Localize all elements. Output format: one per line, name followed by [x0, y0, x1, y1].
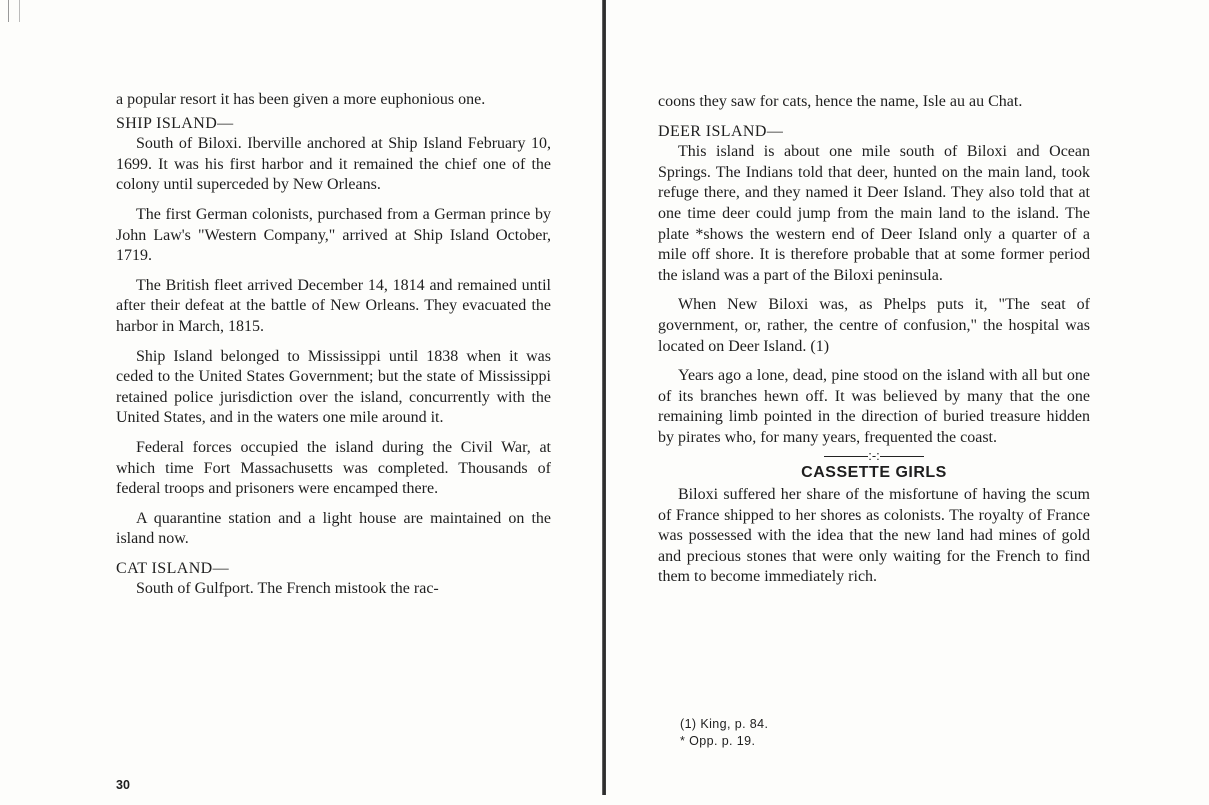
right-page-text	[658, 92, 1090, 588]
footnotes	[680, 716, 768, 750]
page-number: 30	[116, 778, 130, 792]
section-heading-cat-island: CAT ISLAND—	[116, 559, 230, 577]
paragraph-new-biloxi: When New Biloxi was, as Phelps puts it, "The seat of government, or, rather, the centre of confusion," the hospital was located on Deer Island. (1)	[658, 296, 1090, 355]
paragraph-cat-island: South of Gulfport. The French mistook the rac-	[136, 580, 439, 598]
paragraph-german-colonists: The first German colonists, purchased from a German prince by John Law's "Western Company," arrived at Ship Island October, 1719.	[116, 205, 551, 265]
continuation-paragraph-cat-island: coons they saw for cats, hence the name, Isle au au Chat.	[658, 93, 1023, 110]
divider-mark: :-:	[868, 447, 880, 463]
footnote: * Opp. p. 19.	[680, 734, 756, 748]
paragraph-cassette-girls: Biloxi suffered her share of the misfortune of having the scum of France shipped to her shores as colonists. The royalty of France was possessed with the idea that the new land had mines of gold and precious stones that were only waiting for the French to find them to become immediately rich.	[658, 486, 1090, 586]
divider-rule-right	[880, 456, 924, 457]
scan-corner-mark	[8, 0, 20, 22]
left-page	[0, 0, 603, 805]
paragraph-ship-island-intro: South of Biloxi. Iberville anchored at Ship Island February 10, 1699. It was his first harbor and it remained the chief one of the colony until superceded by New Orleans.	[116, 135, 551, 194]
paragraph-british-fleet: The British fleet arrived December 14, 1814 and remained until after their defeat at the battle of New Orleans. They evacuated the harbor in March, 1815.	[116, 276, 551, 335]
section-divider	[658, 447, 1090, 463]
divider-rule-left	[824, 456, 868, 457]
paragraph-lone-pine: Years ago a lone, dead, pine stood on the island with all but one of its branches hewn off. It was believed by many that the one remaining limb pointed in the direction of buried treasure hidden by pirates who, for many years, frequented the coast.	[658, 367, 1090, 446]
section-heading-deer-island: DEER ISLAND—	[658, 122, 784, 140]
left-page-text	[116, 90, 551, 600]
section-heading-ship-island: SHIP ISLAND—	[116, 114, 234, 132]
continuation-paragraph: a popular resort it has been given a more euphonious one.	[116, 91, 486, 108]
paragraph-deer-island-intro: This island is about one mile south of Biloxi and Ocean Springs. The Indians told that deer, hunted on the main land, took refuge there, and they named it Deer Island. They also told that at one time deer could jump from the main land to the island. The plate *shows the western end of Deer Island only a quarter of a mile off shore. It is therefore probable that at some former period the island was a part of the Biloxi peninsula.	[658, 143, 1090, 284]
paragraph-quarantine-station: A quarantine station and a light house are maintained on the island now.	[116, 509, 551, 548]
paragraph-civil-war: Federal forces occupied the island during the Civil War, at which time Fort Massachusetts was completed. Thousands of federal troops and prisoners were encamped there.	[116, 438, 551, 498]
paragraph-ceded-island: Ship Island belonged to Mississippi until 1838 when it was ceded to the United States Government; but the state of Mississippi retained police jurisdiction over the island, concurrently with the United States, and in the waters one mile around it.	[116, 347, 551, 427]
section-title-cassette-girls: CASSETTE GIRLS	[801, 463, 947, 481]
footnote: (1) King, p. 84.	[680, 717, 769, 731]
